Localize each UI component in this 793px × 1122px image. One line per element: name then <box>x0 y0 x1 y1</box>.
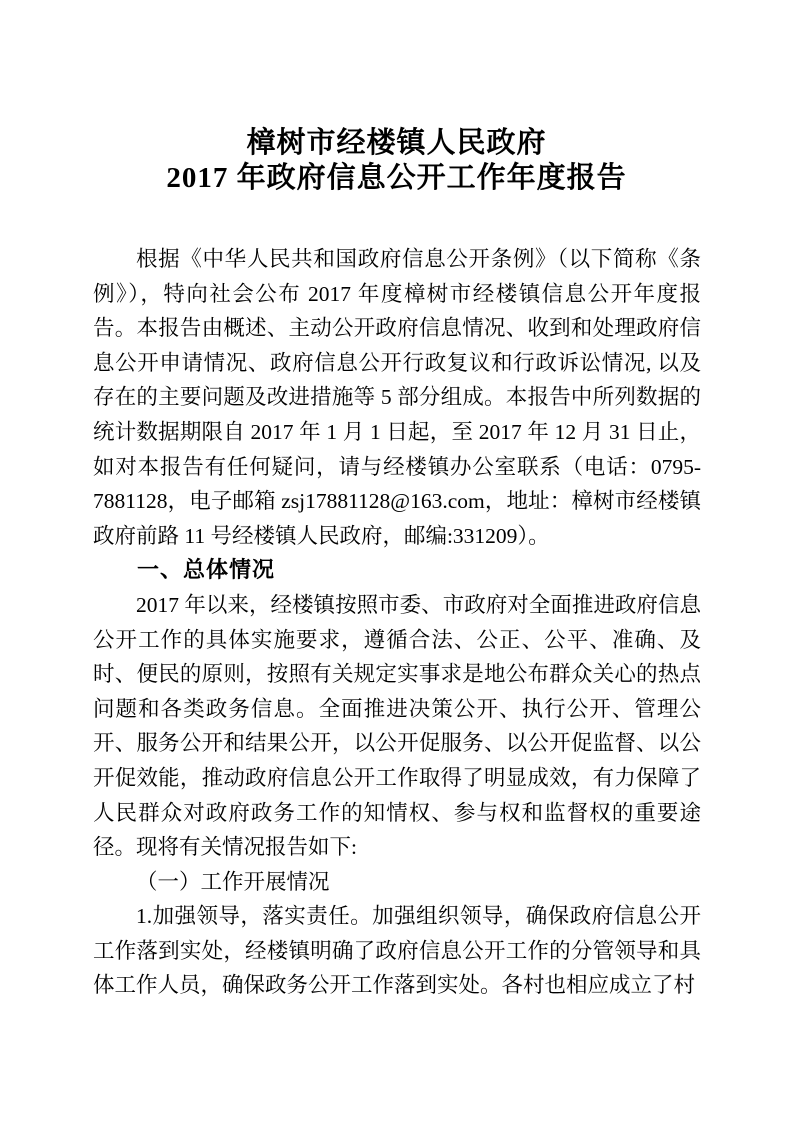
section-heading-overall-situation: 一、总体情况 <box>137 557 276 583</box>
overall-situation-paragraph: 2017 年以来，经楼镇按照市委、市政府对全面推进政府信息公开工作的具体实施要求，遵循合法、公正、公平、准确、及时、便民的原则，按照有关规定实事求是地公布群众关心的热点问题和各类政务信息。全面推进决策公开、执行公开、管理公开、服务公开和结果公开，以公开促服务、以公开促监督、以公开促效能，推动政府信息公开工作取得了明显成效，有力保障了人民群众对政府政务工作的知情权、参与权和监督权的重要途径。现将有关情况报告如下: <box>93 592 701 860</box>
work-progress-paragraph: 1.加强领导，落实责任。加强组织领导，确保政府信息公开工作落到实处，经楼镇明确了政府信息公开工作的分管领导和具体工作人员，确保政务公开工作落到实处。各村也相应成立了村 <box>93 904 701 998</box>
title-line-1: 樟树市经楼镇人民政府 <box>246 127 547 159</box>
page-title <box>0 126 793 196</box>
subsection-heading-work-progress: （一）工作开展情况 <box>136 869 330 894</box>
intro-paragraph: 根据《中华人民共和国政府信息公开条例》（以下简称《条例》），特向社会公布 2017 年度樟树市经楼镇信息公开年度报告。本报告由概述、主动公开政府信息情况、收到和处理政府信息公开申请情况、政府信息公开行政复议和行政诉讼情况, 以及存在的主要问题及改进措施等 5 部分组成。本报告中所列数据的统计数据期限自 2017 年 1 月 1 日起，至 2017 年 12 月 31 日止，如对本报告有任何疑问，请与经楼镇办公室联系（电话：0795-7881128，电子邮箱 zsj17881128@163.com，地址：樟树市经楼镇政府前路 11 号经楼镇人民政府，邮编:331209）。 <box>93 247 701 548</box>
title-line-2: 2017 年政府信息公开工作年度报告 <box>166 162 627 194</box>
document-body <box>93 242 701 1003</box>
